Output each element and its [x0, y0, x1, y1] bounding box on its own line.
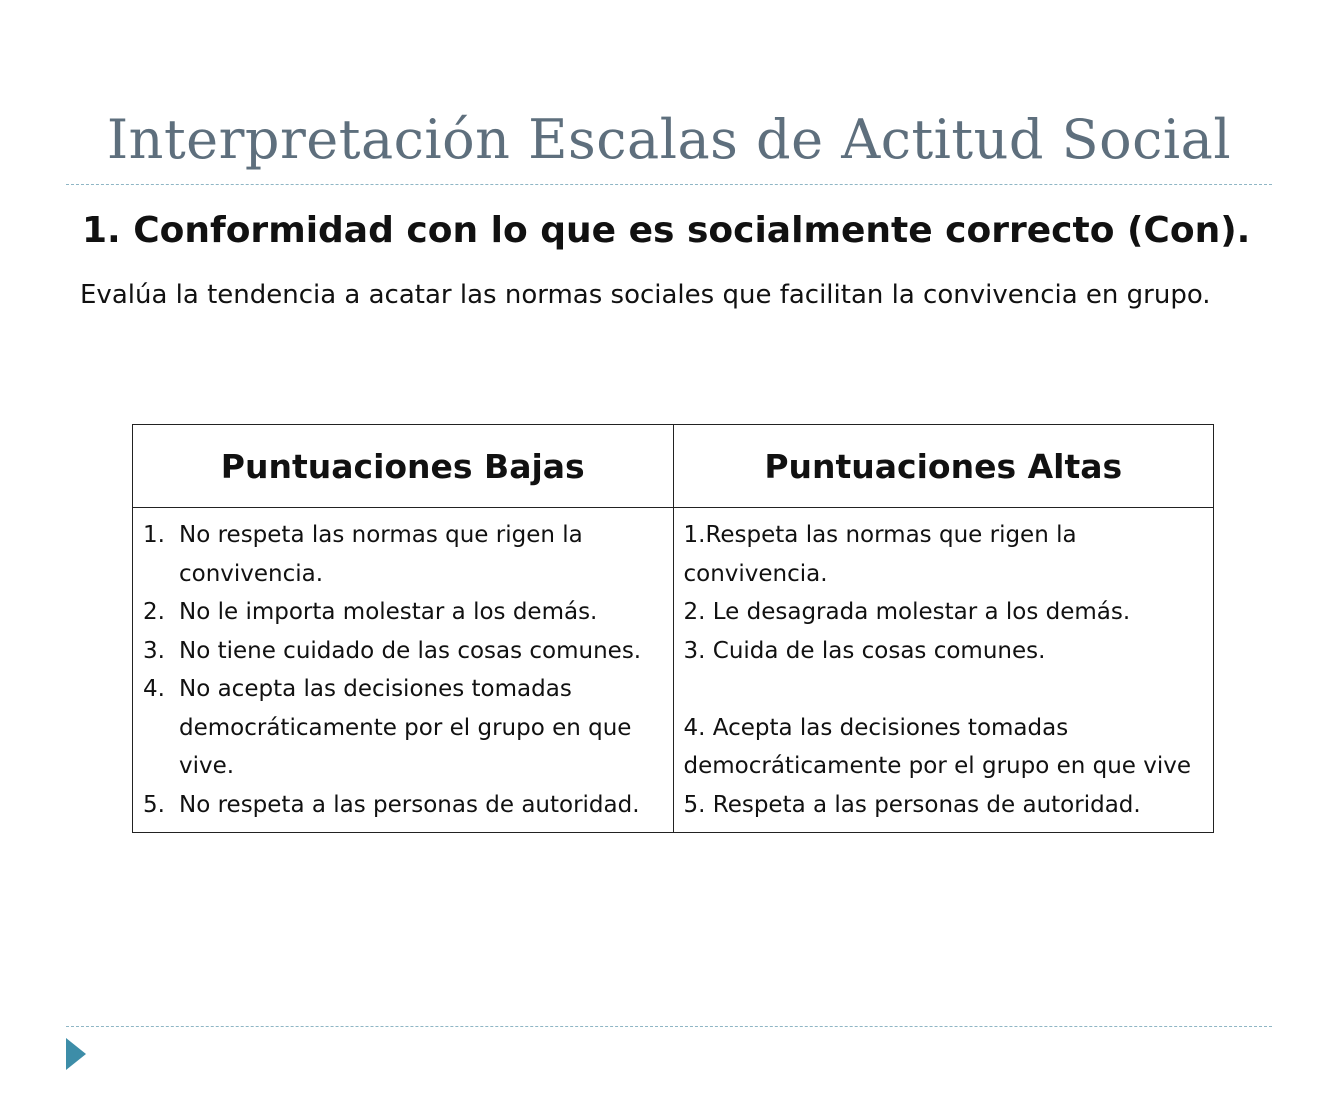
item-number: 1. — [143, 522, 165, 548]
low-scores-list — [143, 516, 669, 824]
list-item — [143, 593, 669, 632]
list-item — [143, 670, 669, 786]
table-header-row — [133, 425, 1214, 508]
list-item — [143, 632, 669, 671]
title-divider — [66, 184, 1272, 185]
footer-divider — [66, 1026, 1272, 1027]
header-high-scores: Puntuaciones Altas — [673, 425, 1214, 508]
scores-table — [132, 424, 1214, 833]
list-item: 3. Cuida de las cosas comunes. — [683, 637, 1046, 664]
high-scores-cell — [673, 508, 1214, 833]
list-item: 1.Respeta las normas que rigen la convivencia. — [683, 522, 1077, 587]
list-item — [143, 516, 669, 593]
section-heading: 1. Conformidad con lo que es socialmente correcto (Con). — [82, 210, 1251, 251]
item-number: 4. — [143, 676, 165, 702]
item-text: No tiene cuidado de las cosas comunes. — [179, 637, 642, 664]
item-number: 2. — [143, 599, 165, 625]
triangle-right-icon — [66, 1038, 86, 1070]
low-scores-cell — [133, 508, 674, 833]
list-item: 2. Le desagrada molestar a los demás. — [683, 599, 1131, 625]
item-text: No respeta las normas que rigen la convivencia. — [179, 522, 583, 587]
item-text: No le importa molestar a los demás. — [179, 599, 598, 625]
high-scores-list — [684, 516, 1210, 824]
list-item: 5. Respeta a las personas de autoridad. — [683, 791, 1141, 818]
item-text: No respeta a las personas de autoridad. — [179, 791, 640, 818]
section-description: Evalúa la tendencia a acatar las normas sociales que facilitan la convivencia en grupo. — [80, 280, 1211, 310]
header-low-scores: Puntuaciones Bajas — [133, 425, 674, 508]
list-item: 4. Acepta las decisiones tomadas democráticamente por el grupo en que vive — [683, 714, 1192, 779]
item-number: 3. — [143, 637, 165, 664]
slide-title: Interpretación Escalas de Actitud Social — [106, 108, 1232, 171]
item-number: 5. — [143, 791, 165, 818]
item-text: No acepta las decisiones tomadas democráticamente por el grupo en que vive. — [179, 676, 632, 779]
list-item — [143, 786, 669, 825]
table-row — [133, 508, 1214, 833]
